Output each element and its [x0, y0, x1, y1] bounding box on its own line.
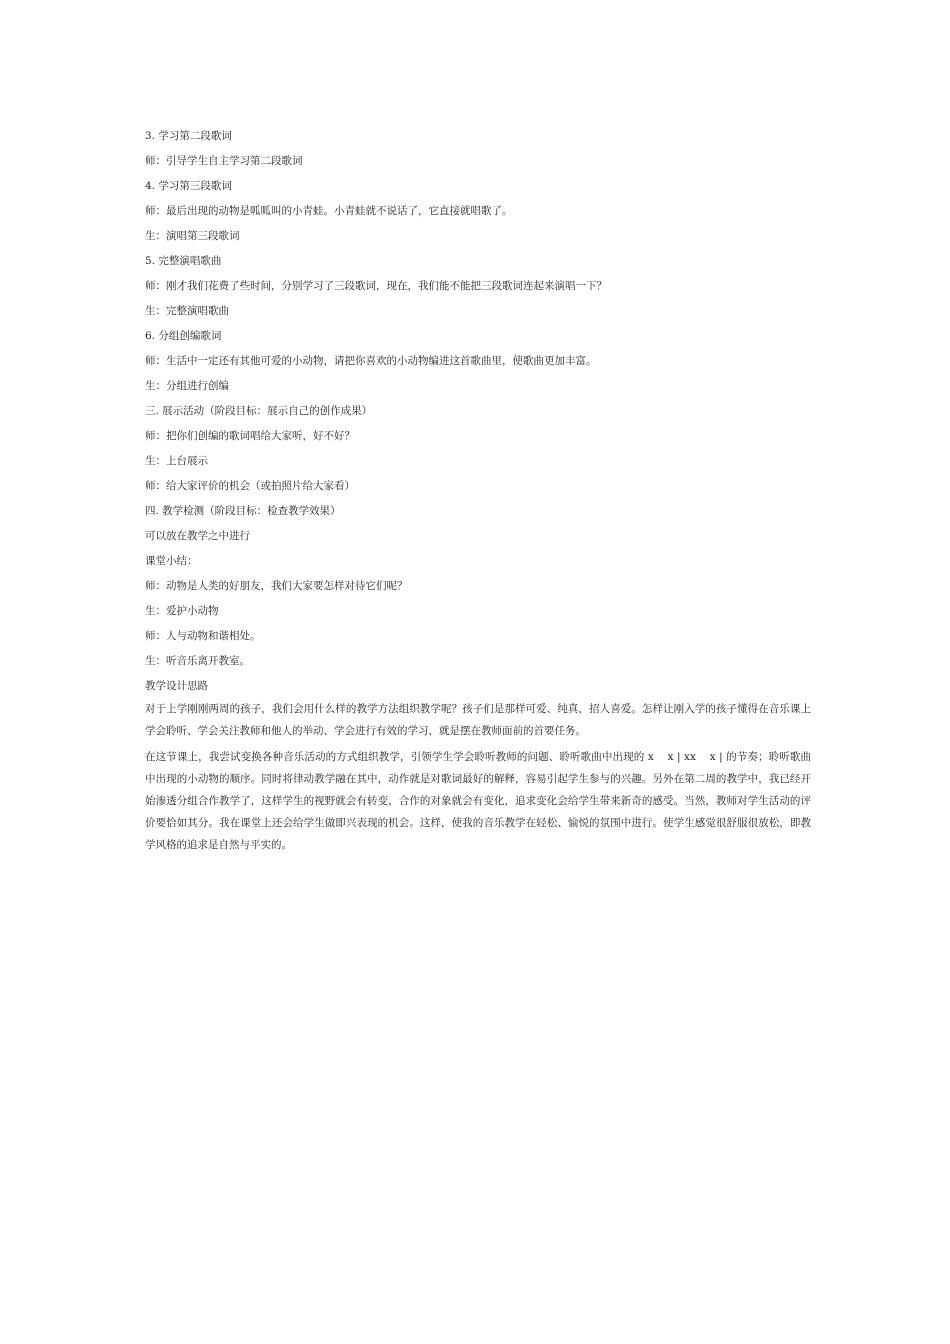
design-paragraph-2: [145, 746, 811, 856]
text-line: 可以放在教学之中进行: [145, 530, 250, 542]
section-heading: 三. 展示活动（阶段目标：展示自己的创作成果）: [145, 405, 373, 417]
text-line: 6. 分组创编歌词: [145, 330, 222, 342]
text-line: 师：人与动物和谐相处。: [145, 630, 261, 642]
text-line: 师：最后出现的动物是呱呱叫的小青蛙。小青蛙就不说话了，它直接就唱歌了。: [145, 205, 513, 217]
text-line: 3. 学习第二段歌词: [145, 130, 232, 142]
text-line: 师：给大家评价的机会（或拍照片给大家看）: [145, 480, 355, 492]
text-line: 5. 完整演唱歌曲: [145, 255, 222, 267]
paragraph-text: 的节奏；聆听歌曲中出现的小动物的顺序。同时将律动教学融在其中，动作就是对歌词最好的解释，容易引起学生参与的兴趣。另外在第二周的教学中，我已经开始渗透分组合作教学了，这样学生的视野就会有转变，合作的对象就会有变化，追求变化会给学生带来新奇的感受。当然，教师对学生活动的评价要恰如其分。我在课堂上还会给学生做即兴表现的机会。这样，使我的音乐教学在轻松、愉悦的氛围中进行。使学生感觉很舒服很放松，即教学风格的追求是自然与平实的。: [145, 751, 812, 851]
text-line: 师：把你们创编的歌词唱给大家听，好不好？: [145, 430, 355, 442]
text-line: 师：引导学生自主学习第二段歌词: [145, 155, 303, 167]
text-line: 生：听音乐离开教室。: [145, 655, 250, 667]
lesson-lines: [145, 127, 815, 702]
text-line: 生：上台展示: [145, 455, 208, 467]
text-line: 师：动物是人类的好朋友，我们大家要怎样对待它们呢？: [145, 580, 408, 592]
text-line: 生：完整演唱歌曲: [145, 305, 229, 317]
text-line: 师：生活中一定还有其他可爱的小动物，请把你喜欢的小动物编进这首歌曲里，使歌曲更加丰富。: [145, 355, 597, 367]
section-heading: 四. 教学检测（阶段目标：检查教学效果）: [145, 505, 341, 517]
text-line: 生：演唱第三段歌词: [145, 230, 240, 242]
rhythm-notation: x x | xx x |: [644, 751, 727, 763]
text-line: 课堂小结：: [145, 555, 198, 567]
paragraph-text: 在这节课上，我尝试变换各种音乐活动的方式组织教学，引领学生学会聆听教师的问题、聆听歌曲中出现的: [145, 751, 645, 763]
section-heading: 教学设计思路: [145, 680, 208, 692]
text-line: 师：刚才我们花费了些时间，分别学习了三段歌词，现在，我们能不能把三段歌词连起来演唱一下？: [145, 280, 607, 292]
text-line: 生：分组进行创编: [145, 380, 229, 392]
text-line: 4. 学习第三段歌词: [145, 180, 232, 192]
design-paragraph-1: 对于上学刚刚两周的孩子，我们会用什么样的教学方法组织教学呢？孩子们是那样可爱、纯真，招人喜爱。怎样让刚入学的孩子懂得在音乐课上学会聆听、学会关注教师和他人的举动、学会进行有效的学习，就是摆在教师面前的首要任务。: [145, 703, 811, 737]
text-line: 生：爱护小动物: [145, 605, 219, 617]
